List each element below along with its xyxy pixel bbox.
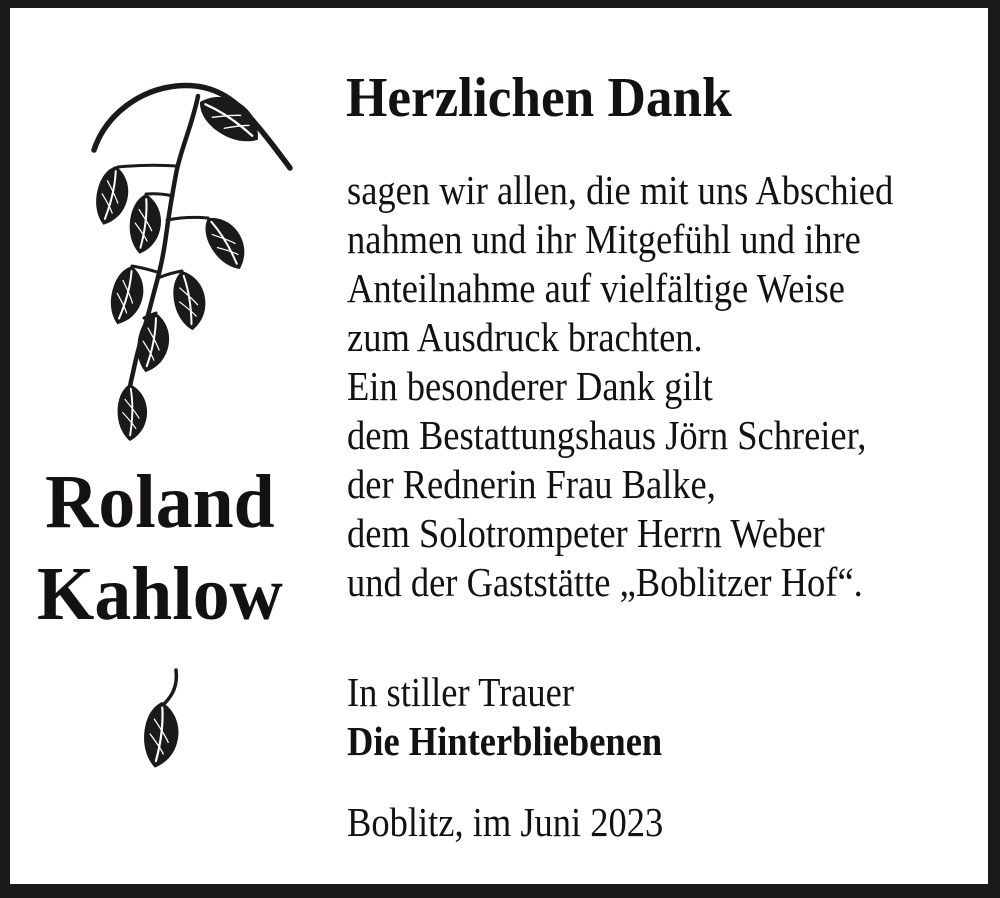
thanks-line: der Rednerin Frau Balke, <box>347 461 716 507</box>
thanks-line: Ein besonderer Dank gilt <box>347 363 713 409</box>
page-title: Herzlichen Dank <box>346 67 732 129</box>
closing-phrase: In stiller Trauer <box>347 669 575 715</box>
deceased-name <box>28 456 292 640</box>
closing-block <box>347 668 662 766</box>
place-date-line: Boblitz, im Juni 2023 <box>347 799 664 845</box>
deceased-first-name: Roland <box>45 460 275 544</box>
thanks-line: Anteilnahme auf vielfältige Weise <box>347 265 845 311</box>
thanks-line: dem Bestattungshaus Jörn Schreier, <box>347 412 867 458</box>
hanging-branch-icon <box>78 66 303 461</box>
single-leaf-icon <box>120 664 198 784</box>
thanks-text <box>347 166 893 607</box>
thanks-line: nahmen und ihr Mitgefühl und ihre <box>347 216 861 262</box>
thanks-line: und der Gaststätte „Boblitzer Hof“. <box>347 559 863 605</box>
deceased-last-name: Kahlow <box>37 552 283 636</box>
thanks-line: sagen wir allen, die mit uns Abschied <box>347 167 894 213</box>
thanks-line: dem Solotrompeter Herrn Weber <box>347 510 825 556</box>
mourners-line: Die Hinterbliebenen <box>347 718 663 764</box>
thanks-line: zum Ausdruck brachten. <box>347 314 703 360</box>
